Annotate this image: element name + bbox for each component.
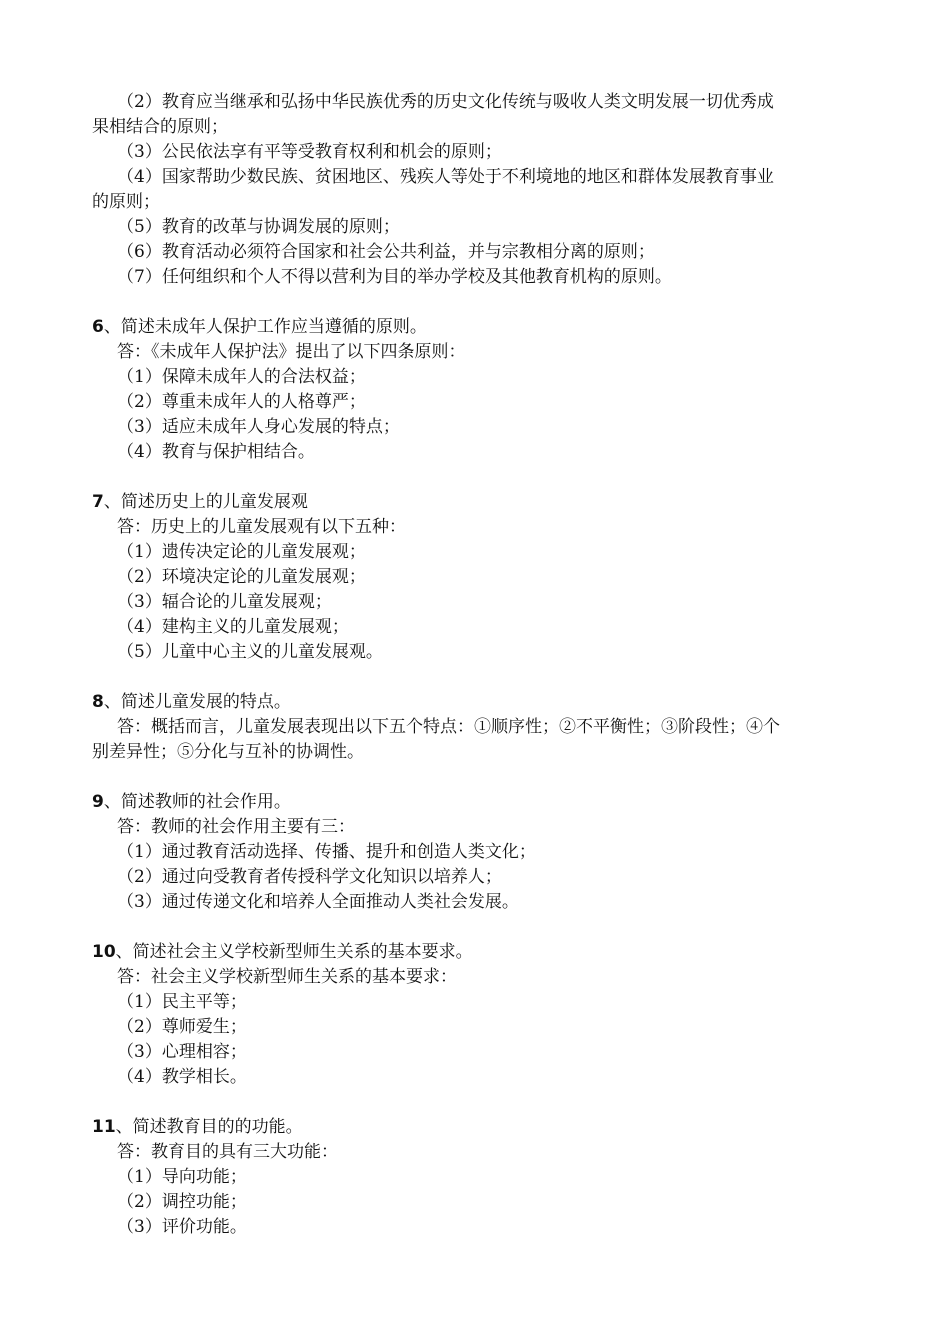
question-title	[92, 315, 862, 340]
principles-list	[92, 90, 862, 290]
question-text: 、简述历史上的儿童发展观	[103, 492, 308, 512]
answer-point: （2）尊师爱生；	[117, 1017, 247, 1037]
spacer	[92, 765, 862, 790]
answer-intro: 答：历史上的儿童发展观有以下五种：	[117, 517, 406, 537]
answer-point: （4）教学相长。	[117, 1067, 247, 1087]
answer-point: （2）环境决定论的儿童发展观；	[117, 567, 366, 587]
principle-item-continuation: 果相结合的原则；	[92, 117, 228, 137]
answer-point: （1）通过教育活动选择、传播、提升和创造人类文化；	[117, 842, 536, 862]
answer-intro: 答：社会主义学校新型师生关系的基本要求：	[117, 967, 457, 987]
question-number: 10	[92, 942, 116, 962]
answer-point: （1）导向功能；	[117, 1167, 247, 1187]
answer-point: （3）通过传递文化和培养人全面推动人类社会发展。	[117, 892, 519, 912]
document-page	[92, 90, 862, 1240]
question-text: 、简述社会主义学校新型师生关系的基本要求。	[115, 942, 473, 962]
answer-point: （5）儿童中心主义的儿童发展观。	[117, 642, 383, 662]
answer-intro: 答：教师的社会作用主要有三：	[117, 817, 355, 837]
principle-item: （6）教育活动必须符合国家和社会公共利益，并与宗教相分离的原则；	[117, 242, 655, 262]
question-number: 7	[92, 492, 104, 512]
question-title	[92, 940, 862, 965]
answer-point: （3）辐合论的儿童发展观；	[117, 592, 332, 612]
answer-point: （2）通过向受教育者传授科学文化知识以培养人；	[117, 867, 502, 887]
question-10	[92, 940, 862, 1090]
question-number: 8	[92, 692, 104, 712]
answer-text: 答：概括而言，儿童发展表现出以下五个特点：①顺序性；②不平衡性；③阶段性；④个	[117, 717, 780, 737]
question-7	[92, 490, 862, 665]
spacer	[92, 665, 862, 690]
question-title	[92, 790, 862, 815]
principle-item: （5）教育的改革与协调发展的原则；	[117, 217, 400, 237]
principle-item: （7）任何组织和个人不得以营利为目的举办学校及其他教育机构的原则。	[117, 267, 672, 287]
principle-item: （3）公民依法享有平等受教育权利和机会的原则；	[117, 142, 502, 162]
question-11	[92, 1115, 862, 1240]
answer-point: （2）调控功能；	[117, 1192, 247, 1212]
principle-item: （2）教育应当继承和弘扬中华民族优秀的历史文化传统与吸收人类文明发展一切优秀成	[117, 92, 774, 112]
question-8	[92, 690, 862, 765]
answer-point: （3）评价功能。	[117, 1217, 247, 1237]
answer-point: （4）建构主义的儿童发展观；	[117, 617, 349, 637]
answer-point: （2）尊重未成年人的人格尊严；	[117, 392, 366, 412]
question-9	[92, 790, 862, 915]
principle-item: （4）国家帮助少数民族、贫困地区、残疾人等处于不利境地的地区和群体发展教育事业	[117, 167, 774, 187]
spacer	[92, 290, 862, 315]
answer-point: （1）民主平等；	[117, 992, 247, 1012]
answer-intro: 答：教育目的具有三大功能：	[117, 1142, 338, 1162]
spacer	[92, 465, 862, 490]
answer-text-continuation: 别差异性；⑤分化与互补的协调性。	[92, 742, 364, 762]
question-text: 、简述教师的社会作用。	[103, 792, 291, 812]
question-number: 6	[92, 317, 104, 337]
spacer	[92, 915, 862, 940]
question-number: 11	[92, 1117, 116, 1137]
answer-point: （1）保障未成年人的合法权益；	[117, 367, 366, 387]
question-title	[92, 1115, 862, 1140]
question-6	[92, 315, 862, 465]
question-title	[92, 490, 862, 515]
question-text: 、简述教育目的的功能。	[115, 1117, 303, 1137]
answer-point: （3）心理相容；	[117, 1042, 247, 1062]
answer-point: （1）遗传决定论的儿童发展观；	[117, 542, 366, 562]
principle-item-continuation: 的原则；	[92, 192, 160, 212]
question-text: 、简述儿童发展的特点。	[103, 692, 291, 712]
answer-point: （4）教育与保护相结合。	[117, 442, 315, 462]
answer-intro: 答：《未成年人保护法》提出了以下四条原则：	[117, 342, 466, 362]
question-title	[92, 690, 862, 715]
question-number: 9	[92, 792, 104, 812]
spacer	[92, 1090, 862, 1115]
answer-point: （3）适应未成年人身心发展的特点；	[117, 417, 400, 437]
question-text: 、简述未成年人保护工作应当遵循的原则。	[103, 317, 427, 337]
